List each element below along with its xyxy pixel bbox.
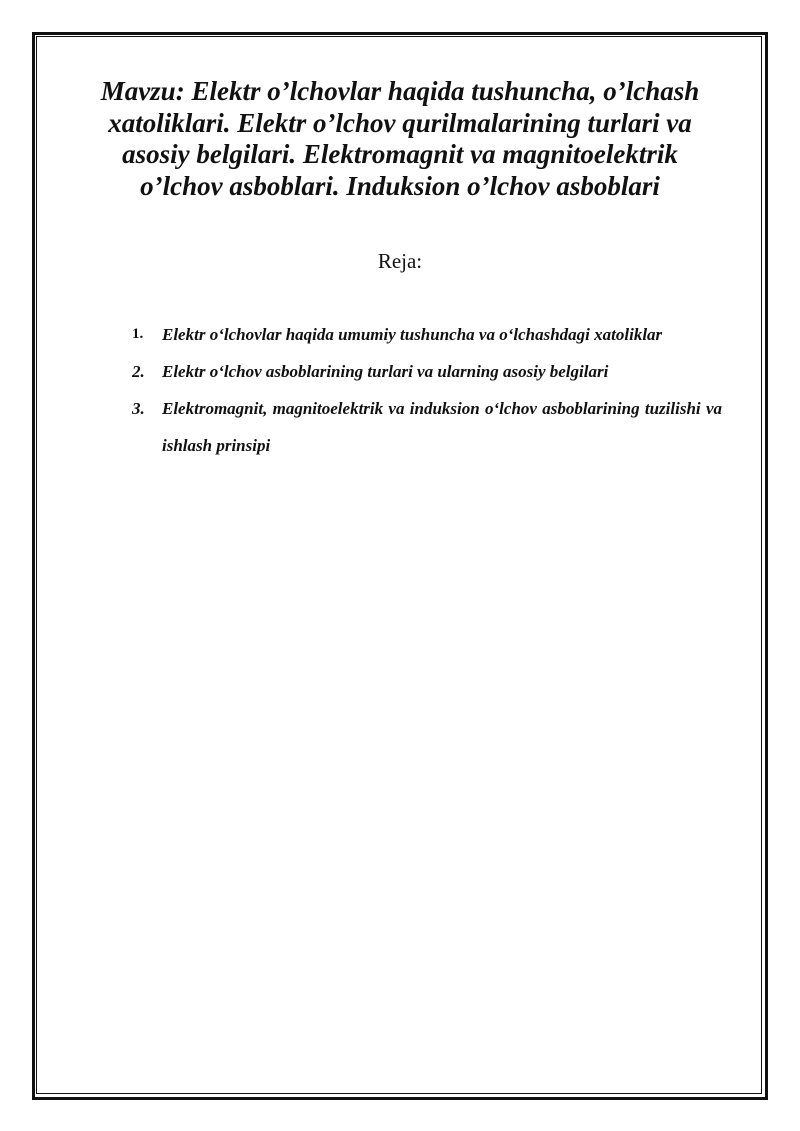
plan-item-text: Elektr o‘lchov asboblarining turlari va ularning asosiy belgilari [162,362,609,381]
plan-item [132,353,722,390]
plan-item-text: Elektromagnit, magnitoelektrik va induksion o‘lchov asboblarining tuzilishi va ishlash prinsipi [162,399,722,455]
plan-item-number: 3. [132,399,145,418]
document-title: Mavzu: Elektr o’lchovlar haqida tushuncha, o’lchash xatoliklari. Elektr o’lchov qurilmalarining turlari va asosiy belgilari. Elektromagnit va magnitoelektrik o’lchov asboblari. Induksion o’lchov asboblari [100,76,700,201]
plan-list [132,316,722,464]
plan-item-number: 2. [132,362,145,381]
plan-heading: Reja: [377,249,423,273]
plan-item-number: 1. [132,326,144,342]
plan-item-text: Elektr o‘lchovlar haqida umumiy tushuncha va o‘lchashdagi xatoliklar [162,325,663,344]
plan-item [132,390,722,464]
plan-item [132,316,722,353]
